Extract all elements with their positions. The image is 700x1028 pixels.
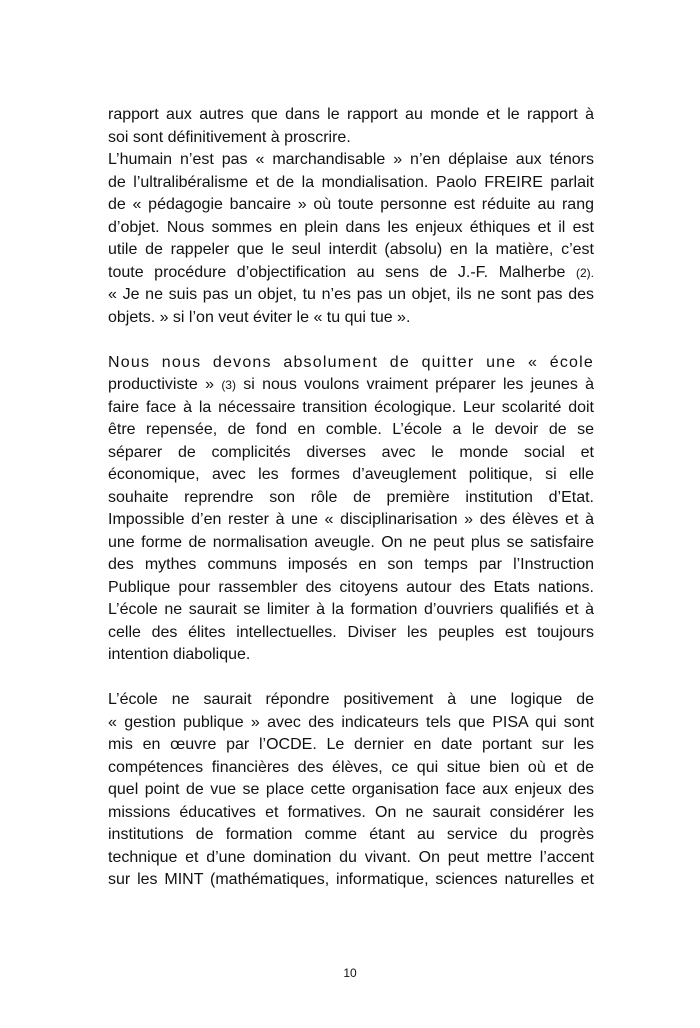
- text-line: L’école ne saurait se limiter à la formation d’ouvriers qualifiés et à: [108, 601, 594, 618]
- text-line: utile de rappeler que le seul interdit (absolu) en la matière, c’est: [108, 241, 594, 258]
- text-line: missions éducatives et formatives. On ne saurait considérer les: [108, 803, 594, 821]
- text-line: intention diabolique.: [108, 646, 251, 663]
- text-line: soi sont définitivement à proscrire.: [108, 128, 351, 146]
- text-line: d’objet. Nous sommes en plein dans les enjeux éthiques et il est: [108, 218, 594, 236]
- paragraph-gap: [108, 329, 594, 352]
- text-line: Publique pour rassembler des citoyens autour des Etats nations.: [108, 578, 594, 596]
- text-line: objets. » si l’on veut éviter le « tu qui tue ».: [108, 308, 411, 326]
- text-line: souhaite reprendre son rôle de première institution d’Etat.: [108, 488, 594, 506]
- paragraph-1: [108, 104, 594, 329]
- footnote-reference: (2).: [576, 265, 594, 280]
- text-line: être repensée, de fond en comble. L’école a le devoir de se: [108, 421, 594, 438]
- text-line: technique et d’une domination du vivant. On peut mettre l’accent: [108, 848, 594, 866]
- text-segment: productiviste »: [108, 376, 215, 393]
- text-line: sur les MINT (mathématiques, informatique, sciences naturelles et: [108, 871, 594, 888]
- text-line: « gestion publique » avec des indicateurs tels que PISA qui sont: [108, 713, 594, 731]
- text-line: rapport aux autres que dans le rapport au monde et le rapport à: [108, 106, 594, 123]
- text-line: une forme de normalisation aveugle. On ne peut plus se satisfaire: [108, 533, 594, 551]
- text-line: des mythes communs imposés en son temps par l’Instruction: [108, 556, 594, 573]
- text-line: [108, 262, 594, 285]
- text-line: mis en œuvre par l’OCDE. Le dernier en date portant sur les: [108, 736, 594, 753]
- text-line: compétences financières des élèves, ce qui situe bien où et de: [108, 758, 594, 776]
- text-line: faire face à la nécessaire transition écologique. Leur scolarité doit: [108, 398, 594, 416]
- text-line: économique, avec les formes d’aveuglement politique, si elle: [108, 466, 594, 483]
- text-line: séparer de complicités diverses avec le monde social et: [108, 443, 594, 461]
- text-line: celle des élites intellectuelles. Diviser les peuples est toujours: [108, 623, 594, 641]
- text-line: institutions de formation comme étant au service du progrès: [108, 826, 594, 843]
- footnote-reference: (3): [221, 378, 236, 392]
- paragraph-gap: [108, 667, 594, 690]
- body-text: [108, 104, 594, 892]
- paragraph-3: [108, 689, 594, 892]
- text-line: Impossible d’en rester à une « disciplinarisation » des élèves et à: [108, 511, 594, 528]
- text-line: L’école ne saurait répondre positivement à une logique de: [108, 691, 594, 708]
- text-line: de « pédagogie bancaire » où toute personne est réduite au rang: [108, 196, 594, 213]
- paragraph-2: [108, 352, 594, 667]
- text-line: [108, 374, 594, 397]
- text-segment: toute procédure d’objectification au sens de J.-F. Malherbe: [108, 263, 566, 281]
- text-line: « Je ne suis pas un objet, tu n’es pas un objet, ils ne sont pas des: [108, 286, 594, 303]
- page-number: 10: [343, 966, 357, 980]
- text-line: quel point de vue se place cette organisation face aux enjeux des: [108, 781, 594, 798]
- text-line: de l’ultralibéralisme et de la mondialisation. Paolo FREIRE parlait: [108, 173, 594, 191]
- text-line: L’humain n’est pas « marchandisable » n’en déplaise aux ténors: [108, 151, 594, 168]
- text-line: Nous nous devons absolument de quitter une « école: [108, 353, 594, 371]
- text-segment: si nous voulons vraiment préparer les jeunes à: [243, 376, 595, 393]
